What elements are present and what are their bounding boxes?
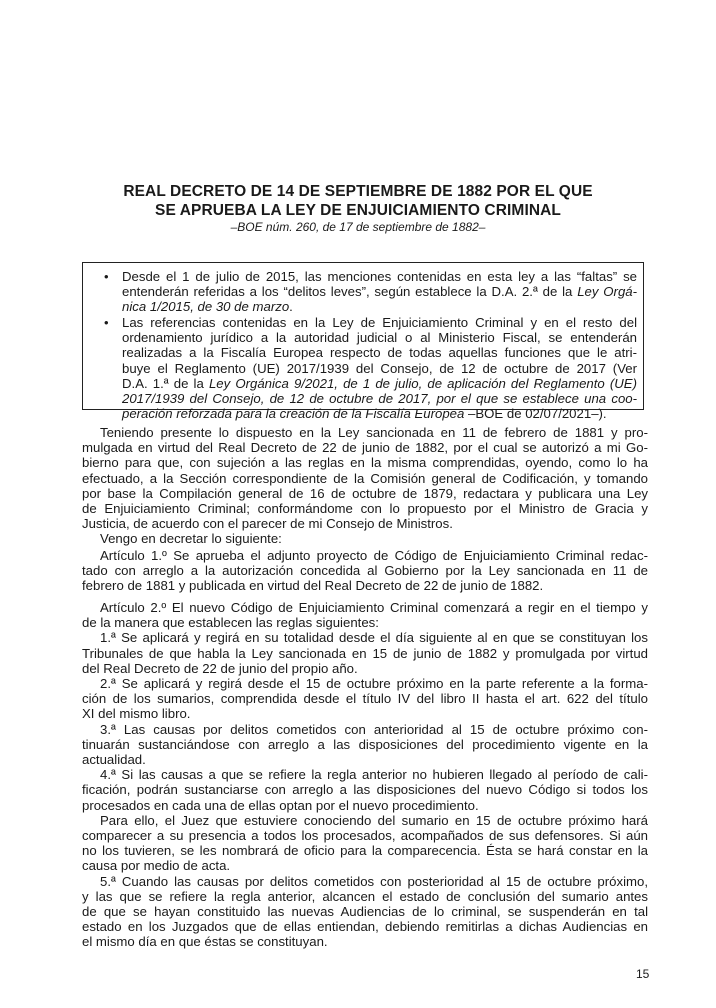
body-line: tinuarán sustanciándose con arreglo a las disposiciones del procedimiento vigente en la [82, 736, 648, 752]
body-line: 1.ª Se aplicará y regirá en su totalidad desde el día siguiente al en que se constituyan los [100, 630, 648, 646]
note-bullet: • [104, 269, 109, 284]
body-line: del Real Decreto de 22 de junio del propio año. [82, 660, 358, 676]
body-line: causa por medio de acta. [82, 858, 231, 874]
page-subtitle: –BOE núm. 260, de 17 de septiembre de 1882– [230, 220, 486, 234]
body-line: de que se hayan constituido las nuevas Audiencias de lo criminal, se suspenderán en tal [82, 904, 648, 919]
body-line: tado con arreglo a la autorización concedida al Gobierno por la Ley sancionada en 11 de [82, 563, 648, 579]
note-line [122, 376, 637, 391]
body-line: ficación, podrán sustanciarse con arreglo a las disposiciones del nuevo Código si todos los [82, 782, 648, 798]
body-line: no los tuvieren, se les nombrará de oficio para la comparecencia. Ésta se hará constar en la [82, 843, 648, 859]
body-line: actualidad. [82, 752, 146, 767]
body-line: XI del mismo libro. [82, 706, 191, 722]
page-number: 15 [636, 967, 650, 981]
body-line: 5.ª Cuando las causas por delitos cometidos con posterioridad al 15 de octubre próximo, [100, 873, 648, 889]
note-text: Las referencias contenidas en la Ley de Enjuiciamiento Criminal y en el resto del [122, 315, 637, 330]
body-line: Justicia, de acuerdo con el parecer de mi Consejo de Ministros. [82, 516, 453, 532]
body-line: 2.ª Se aplicará y regirá desde el 15 de octubre próximo en la parte referente a la forma- [100, 676, 648, 691]
body-line: Tribunales de que habla la Ley sancionada en 15 de junio de 1882 y promulgada por virtud [82, 645, 648, 661]
note-line [122, 406, 607, 421]
body-line: procesados en cada una de ellas optan por el nuevo procedimiento. [82, 797, 479, 813]
note-italic-text: Ley Orgánica 9/2021, de 1 de julio, de aplicación del Reglamento (UE) [208, 375, 637, 391]
body-line: Artículo 2.º El nuevo Código de Enjuiciamiento Criminal comenzará a regir en el tiempo y [100, 600, 648, 615]
body-line: el mismo día en que éstas se constituyan. [82, 934, 328, 950]
body-line: Para ello, el Juez que estuviere conociendo del sumario en 15 de octubre próximo hará [100, 812, 648, 828]
body-line: Vengo en decretar lo siguiente: [100, 531, 282, 547]
note-line [122, 345, 637, 360]
page-title-line-1: REAL DECRETO DE 14 DE SEPTIEMBRE DE 1882 POR EL QUE [123, 183, 593, 200]
body-line: 4.ª Si las causas a que se refiere la regla anterior no hubieren llegado al período de cali- [100, 767, 648, 783]
note-italic-text: nica 1/2015, de 30 de marzo [122, 299, 290, 315]
body-line: efectuado, a la Sección correspondiente de la Comisión general de Codificación, y tomando [82, 470, 648, 486]
note-text: . [289, 299, 293, 315]
note-text: ordenamiento jurídico a la autoridad judicial o al Ministerio Fiscal, se entenderán [122, 330, 637, 346]
note-line [122, 391, 637, 406]
body-line: comparecer a su presencia a todos los procesados, acompañados de sus defensores. Si aún [82, 828, 648, 843]
body-line: y las que se refiere la regla anterior, alcancen el estado de conclusión del sumario antes [82, 888, 648, 904]
body-line: febrero de 1881 y publicada en virtud del Real Decreto de 22 de junio de 1882. [82, 578, 544, 594]
body-line: ción de los sumarios, comprendida desde el título IV del libro II hasta el art. 622 del título [82, 691, 648, 707]
note-line [122, 330, 637, 345]
note-italic-text: 2017/1939 del Consejo, de 12 de octubre de 2017, por el que se establece una coo- [122, 391, 637, 406]
body-line: estado en los Juzgados que de ellas entiendan, debiendo remitirlas a dichas Audiencias en [82, 919, 648, 935]
note-text: entenderán referidas a los “delitos leves”, según establece la D.A. 2.ª de la [122, 284, 578, 300]
note-line [122, 299, 293, 314]
note-line [122, 284, 637, 299]
note-bullet: • [104, 315, 109, 330]
note-italic-text: Ley Orgá- [577, 284, 637, 300]
note-text: realizadas a la Fiscalía Europea respecto de todas aquellas funciones que le atri- [122, 345, 637, 361]
note-text: buye el Reglamento (UE) 2017/1939 del Consejo, de 12 de octubre de 2017 (Ver [122, 360, 637, 376]
note-text: Desde el 1 de julio de 2015, las menciones contenidas en esta ley a las “faltas” se [122, 269, 637, 284]
body-line: bierno para que, con sujeción a las reglas en la misma comprendidas, oyendo, como lo ha [82, 455, 648, 471]
note-line [122, 361, 637, 376]
body-line: 3.ª Las causas por delitos cometidos con anterioridad al 15 de octubre próximo con- [100, 721, 648, 737]
note-text: D.A. 1.ª de la [122, 375, 209, 391]
body-line: por base la Compilación general de 16 de octubre de 1879, redactara y publicara una Ley [82, 485, 648, 501]
body-line: de la manera que establecen las reglas siguientes: [82, 615, 379, 631]
note-italic-text: peración reforzada para la creación de la Fiscalía Europea [122, 406, 465, 422]
body-line: Artículo 1.º Se aprueba el adjunto proyecto de Código de Enjuiciamiento Criminal redac- [100, 548, 648, 563]
body-line: mulgada en virtud del Real Decreto de 22 de junio de 1882, por el cual se autorizó a mi Go- [82, 440, 648, 456]
note-line [122, 269, 637, 284]
note-text: –BOE de 02/07/2021–). [464, 406, 607, 422]
note-line [122, 315, 637, 330]
page-title-line-2: SE APRUEBA LA LEY DE ENJUICIAMIENTO CRIMINAL [155, 202, 561, 219]
body-line: Teniendo presente lo dispuesto en la Ley sancionada en 11 de febrero de 1881 y pro- [100, 425, 648, 440]
body-line: de Enjuiciamiento Criminal; conformándome con lo propuesto por el Ministro de Gracia y [82, 501, 648, 516]
